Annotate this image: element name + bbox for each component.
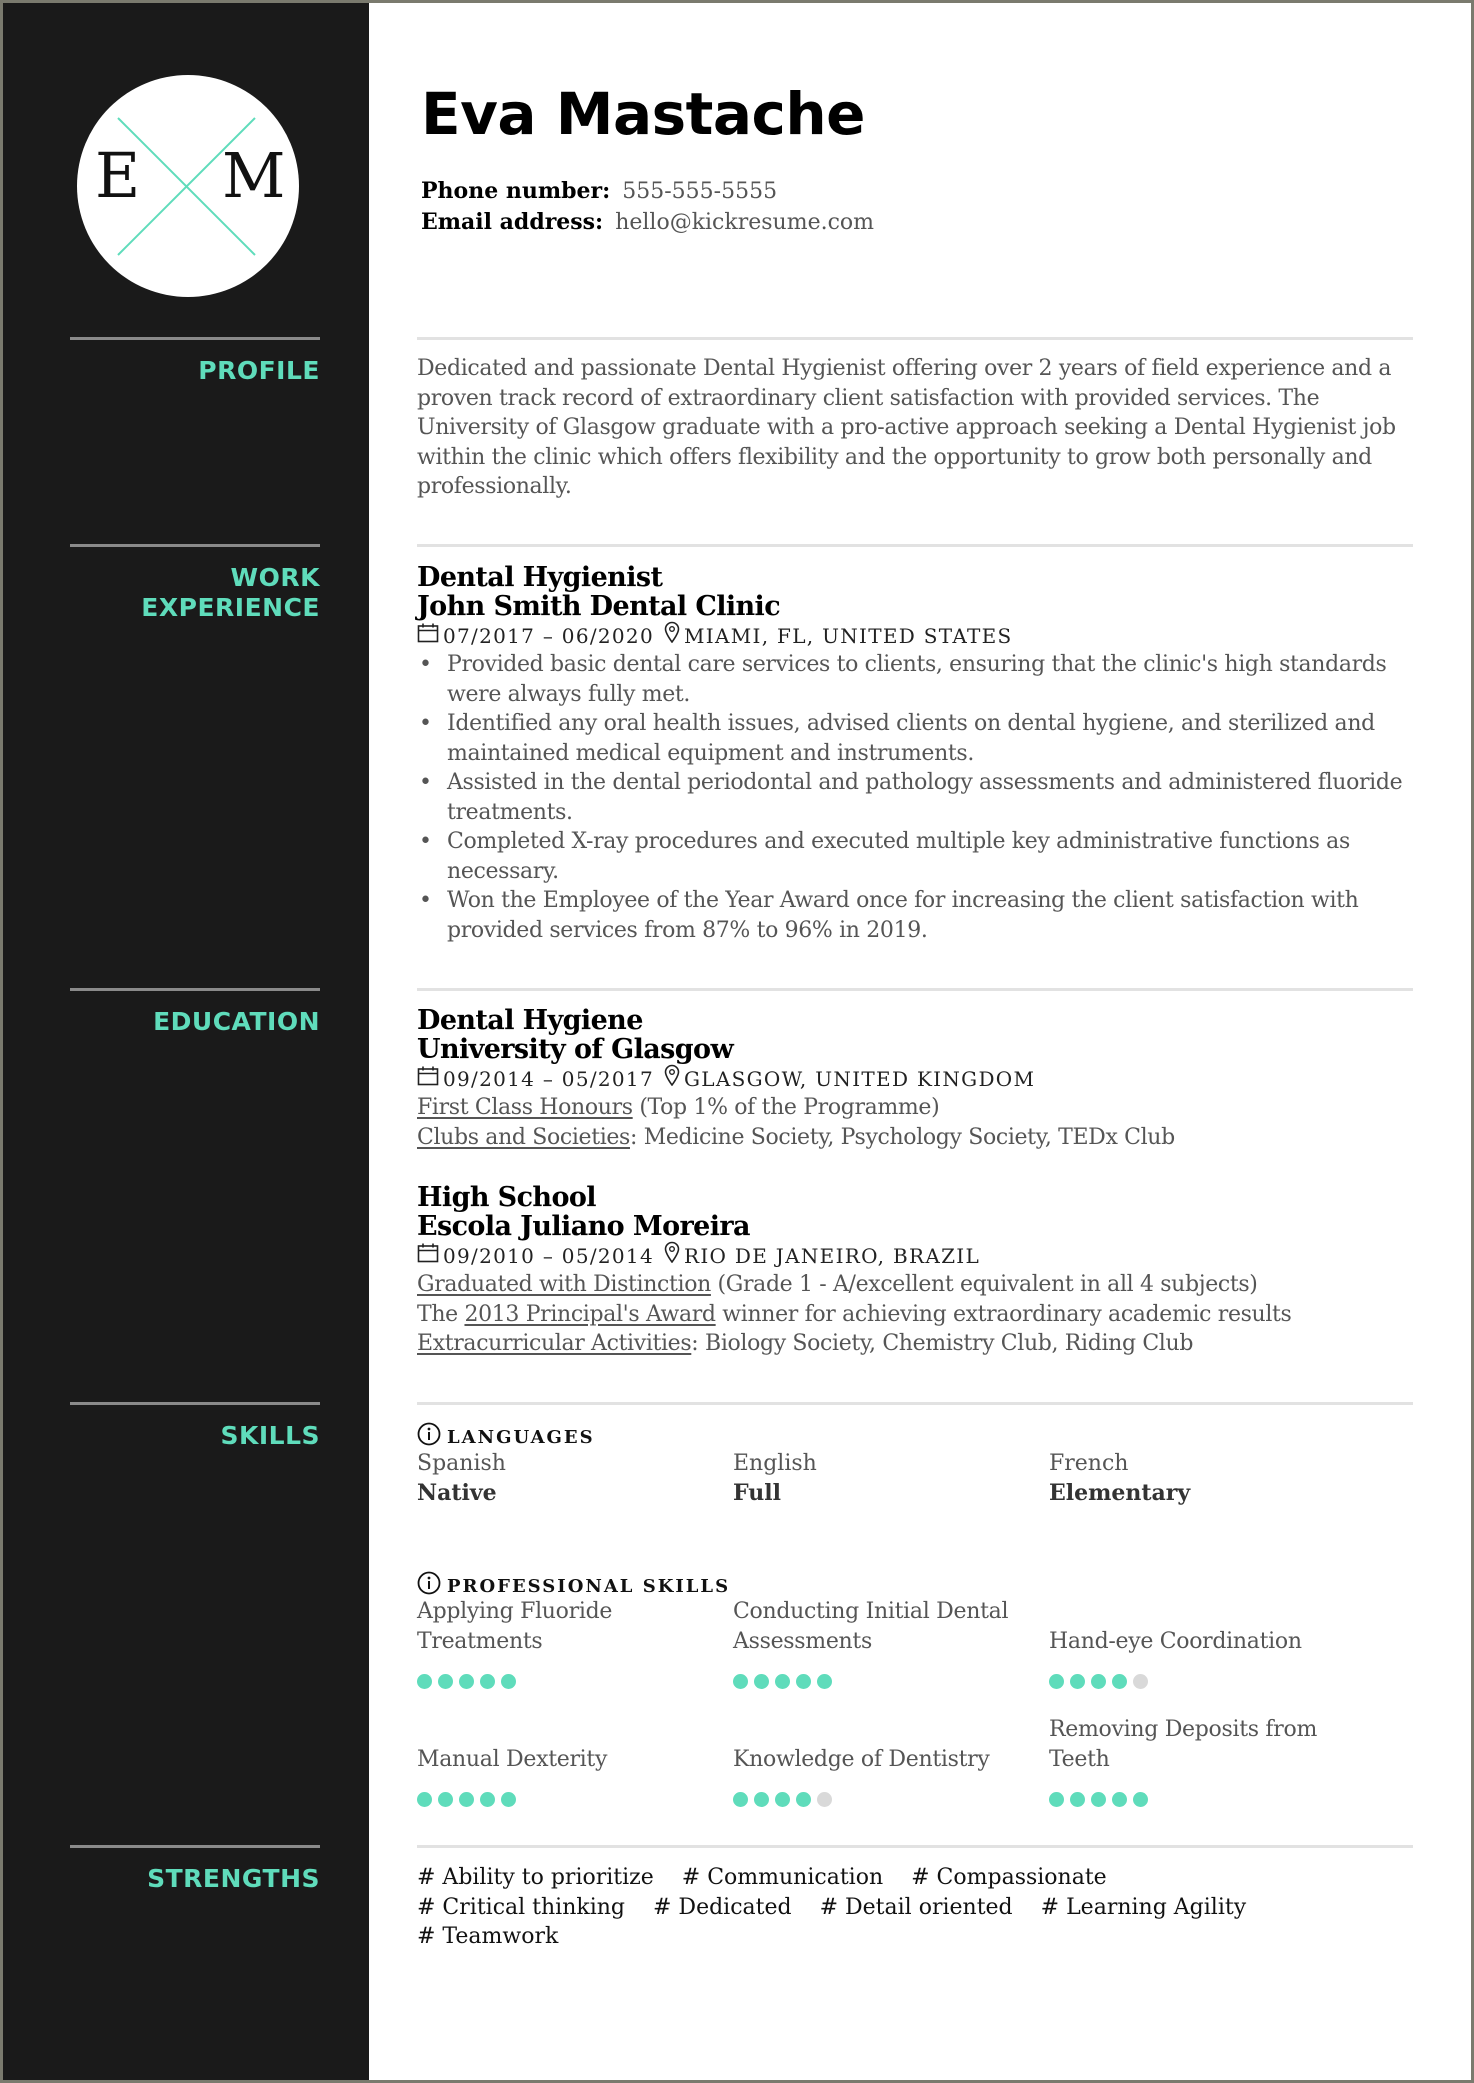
rating-dot-filled-icon — [1112, 1674, 1127, 1689]
rating-dot-filled-icon — [480, 1674, 495, 1689]
section-label-skills: SKILLS — [220, 1421, 320, 1450]
education-detail — [417, 1300, 1407, 1330]
rating-dot-filled-icon — [733, 1674, 748, 1689]
section-divider — [417, 337, 1413, 340]
education-meta — [417, 1064, 1407, 1093]
rating-dot-empty-icon — [1133, 1674, 1148, 1689]
rating-dot-filled-icon — [1070, 1792, 1085, 1807]
education-detail — [417, 1270, 1407, 1300]
education-detail — [417, 1093, 1407, 1123]
education-entry — [417, 1006, 1407, 1152]
rating-dot-filled-icon — [1091, 1792, 1106, 1807]
education-meta — [417, 1241, 1407, 1270]
skill-item — [1049, 1715, 1349, 1807]
skill-item — [417, 1597, 717, 1689]
rating-dot-empty-icon — [817, 1792, 832, 1807]
section-label-work-line1: WORK — [230, 563, 320, 592]
sidebar-section-work — [70, 544, 320, 623]
job-bullet: • Completed X-ray procedures and executed multiple key administrative functions as necessary. — [417, 827, 1407, 886]
language-item — [417, 1449, 717, 1508]
rating-dot-filled-icon — [775, 1674, 790, 1689]
sidebar-divider — [70, 337, 320, 340]
skill-rating — [417, 1674, 717, 1689]
rating-dot-filled-icon — [796, 1792, 811, 1807]
rating-dot-filled-icon — [417, 1792, 432, 1807]
award-prefix: The — [417, 1301, 465, 1327]
location-pin-icon — [664, 621, 680, 650]
sidebar-divider — [70, 988, 320, 991]
strength-tag: # Compassionate — [911, 1865, 1107, 1890]
monogram-logo — [77, 75, 299, 297]
skill-item — [417, 1715, 717, 1807]
section-divider — [417, 1845, 1413, 1848]
rating-dot-filled-icon — [796, 1674, 811, 1689]
job-bullets — [417, 650, 1407, 945]
sidebar-divider — [70, 1402, 320, 1405]
honours-text: (Top 1% of the Programme) — [632, 1095, 940, 1120]
school-name: University of Glasgow — [417, 1034, 734, 1065]
rating-dot-filled-icon — [1049, 1674, 1064, 1689]
section-label-work — [70, 563, 320, 623]
sidebar-section-skills — [70, 1402, 320, 1451]
rating-dot-filled-icon — [733, 1792, 748, 1807]
job-location: MIAMI, FL, UNITED STATES — [684, 623, 1013, 648]
skill-name: Knowledge of Dentistry — [733, 1746, 990, 1772]
rating-dot-filled-icon — [417, 1674, 432, 1689]
rating-dot-filled-icon — [480, 1792, 495, 1807]
section-label-strengths: STRENGTHS — [147, 1864, 320, 1893]
skill-name: Removing Deposits from Teeth — [1049, 1717, 1318, 1772]
clubs-text: : Medicine Society, Psychology Society, TEDx Club — [630, 1124, 1175, 1150]
strength-tag: # Dedicated — [653, 1894, 792, 1920]
skill-item — [733, 1597, 1033, 1689]
languages-title: LANGUAGES — [447, 1426, 595, 1448]
job-dates: 07/2017 – 06/2020 — [443, 623, 654, 648]
degree-title: High School — [417, 1182, 596, 1213]
rating-dot-filled-icon — [459, 1792, 474, 1807]
section-label-profile: PROFILE — [198, 356, 320, 385]
language-item — [733, 1449, 1033, 1508]
job-bullet: • Assisted in the dental periodontal and pathology assessments and administered fluoride treatments. — [417, 768, 1407, 827]
school-name: Escola Juliano Moreira — [417, 1211, 750, 1242]
calendar-icon — [417, 1242, 439, 1270]
skill-rating — [1049, 1674, 1349, 1689]
section-divider — [417, 1402, 1413, 1405]
section-divider — [417, 988, 1413, 991]
honours-link[interactable]: First Class Honours — [417, 1095, 633, 1120]
rating-dot-filled-icon — [775, 1792, 790, 1807]
location-pin-icon — [664, 1064, 680, 1093]
language-item — [1049, 1449, 1349, 1508]
award-link[interactable]: 2013 Principal's Award — [464, 1301, 716, 1327]
strength-tag: # Detail oriented — [819, 1894, 1013, 1920]
language-name: Spanish — [417, 1451, 506, 1476]
calendar-icon — [417, 622, 439, 650]
strength-tag: # Communication — [681, 1865, 884, 1890]
job-bullet: • Identified any oral health issues, advised clients on dental hygiene, and sterilized and maintained medical equipment and instruments. — [417, 709, 1407, 768]
language-name: English — [733, 1451, 817, 1476]
rating-dot-filled-icon — [501, 1792, 516, 1807]
sidebar-section-strengths — [70, 1845, 320, 1894]
rating-dot-filled-icon — [817, 1674, 832, 1689]
education-dates: 09/2014 – 05/2017 — [443, 1066, 654, 1091]
profile-summary: Dedicated and passionate Dental Hygienist offering over 2 years of field experience and a proven track record of extraordinary client satisfaction with provided services. The University of Glasgow graduate with a pro-active approach seeking a Dental Hygienist job within the clinic which offers flexibility and the opportunity to grow both personally and professionally. — [417, 356, 1396, 499]
phone-value[interactable]: 555-555-5555 — [622, 179, 778, 204]
education-location: RIO DE JANEIRO, BRAZIL — [684, 1243, 981, 1268]
distinction-link[interactable]: Graduated with Distinction — [417, 1272, 711, 1297]
education-dates: 09/2010 – 05/2014 — [443, 1243, 654, 1268]
job-meta — [417, 621, 1407, 650]
monogram-initial-first: E — [95, 139, 141, 212]
job-bullet: • Provided basic dental care services to clients, ensuring that the clinic's high standards were always fully met. — [417, 650, 1407, 709]
skill-rating — [417, 1792, 717, 1807]
clubs-link[interactable]: Clubs and Societies — [417, 1124, 630, 1150]
education-entry — [417, 1183, 1407, 1359]
phone-label: Phone number: — [421, 178, 611, 204]
rating-dot-filled-icon — [1112, 1792, 1127, 1807]
rating-dot-filled-icon — [1070, 1674, 1085, 1689]
language-name: French — [1049, 1451, 1129, 1476]
skill-rating — [733, 1674, 1033, 1689]
distinction-text: (Grade 1 - A/excellent equivalent in all 4 subjects) — [710, 1272, 1258, 1297]
language-level: Full — [733, 1479, 781, 1506]
candidate-name: Eva Mastache — [421, 80, 866, 148]
degree-title: Dental Hygiene — [417, 1005, 643, 1036]
sidebar-divider — [70, 1845, 320, 1848]
section-label-education: EDUCATION — [153, 1007, 320, 1036]
section-divider — [417, 544, 1413, 547]
rating-dot-filled-icon — [1133, 1792, 1148, 1807]
rating-dot-filled-icon — [459, 1674, 474, 1689]
education-detail — [417, 1329, 1407, 1359]
strengths-tags — [417, 1863, 1317, 1952]
contact-info — [421, 176, 874, 238]
calendar-icon — [417, 1065, 439, 1093]
rating-dot-filled-icon — [1091, 1674, 1106, 1689]
skill-item — [1049, 1597, 1349, 1689]
email-row — [421, 207, 874, 238]
strengths-row — [417, 1863, 1317, 1893]
skill-name: Applying Fluoride Treatments — [417, 1599, 613, 1654]
professional-skills-title: PROFESSIONAL SKILLS — [447, 1575, 731, 1597]
rating-dot-filled-icon — [754, 1792, 769, 1807]
job-bullet: • Won the Employee of the Year Award once for increasing the client satisfaction with provided services from 87% to 96% in 2019. — [417, 886, 1407, 945]
employer-name: John Smith Dental Clinic — [417, 591, 781, 622]
email-value[interactable]: hello@kickresume.com — [615, 210, 875, 235]
skill-rating — [1049, 1792, 1349, 1807]
extracurricular-text: : Biology Society, Chemistry Club, Riding Club — [691, 1331, 1194, 1356]
education-location: GLASGOW, UNITED KINGDOM — [684, 1066, 1036, 1091]
strength-tag: # Learning Agility — [1040, 1894, 1247, 1920]
strength-tag: # Teamwork — [417, 1924, 559, 1949]
section-label-work-line2: EXPERIENCE — [141, 593, 320, 622]
language-level: Elementary — [1049, 1479, 1191, 1506]
job-title: Dental Hygienist — [417, 562, 663, 593]
email-label: Email address: — [421, 209, 604, 235]
sidebar-divider — [70, 544, 320, 547]
phone-row — [421, 176, 874, 207]
extracurricular-link[interactable]: Extracurricular Activities — [417, 1331, 692, 1356]
skill-name: Conducting Initial Dental Assessments — [733, 1599, 1009, 1654]
rating-dot-filled-icon — [754, 1674, 769, 1689]
monogram-initial-last: M — [222, 139, 286, 212]
location-pin-icon — [664, 1241, 680, 1270]
skill-rating — [733, 1792, 1033, 1807]
sidebar-section-profile — [70, 337, 320, 386]
award-text: winner for achieving extraordinary academic results — [715, 1301, 1292, 1327]
rating-dot-filled-icon — [501, 1674, 516, 1689]
skill-name: Manual Dexterity — [417, 1746, 608, 1772]
rating-dot-filled-icon — [438, 1792, 453, 1807]
rating-dot-filled-icon — [438, 1674, 453, 1689]
language-level: Native — [417, 1479, 497, 1506]
strengths-row — [417, 1893, 1317, 1923]
education-detail — [417, 1123, 1407, 1153]
strengths-row — [417, 1922, 1317, 1952]
sidebar-section-education — [70, 988, 320, 1037]
skill-name: Hand-eye Coordination — [1049, 1628, 1302, 1654]
strength-tag: # Critical thinking — [417, 1894, 625, 1920]
strength-tag: # Ability to prioritize — [417, 1865, 654, 1890]
skill-item — [733, 1715, 1033, 1807]
sidebar — [0, 0, 369, 2083]
work-entry — [417, 563, 1407, 945]
rating-dot-filled-icon — [1049, 1792, 1064, 1807]
